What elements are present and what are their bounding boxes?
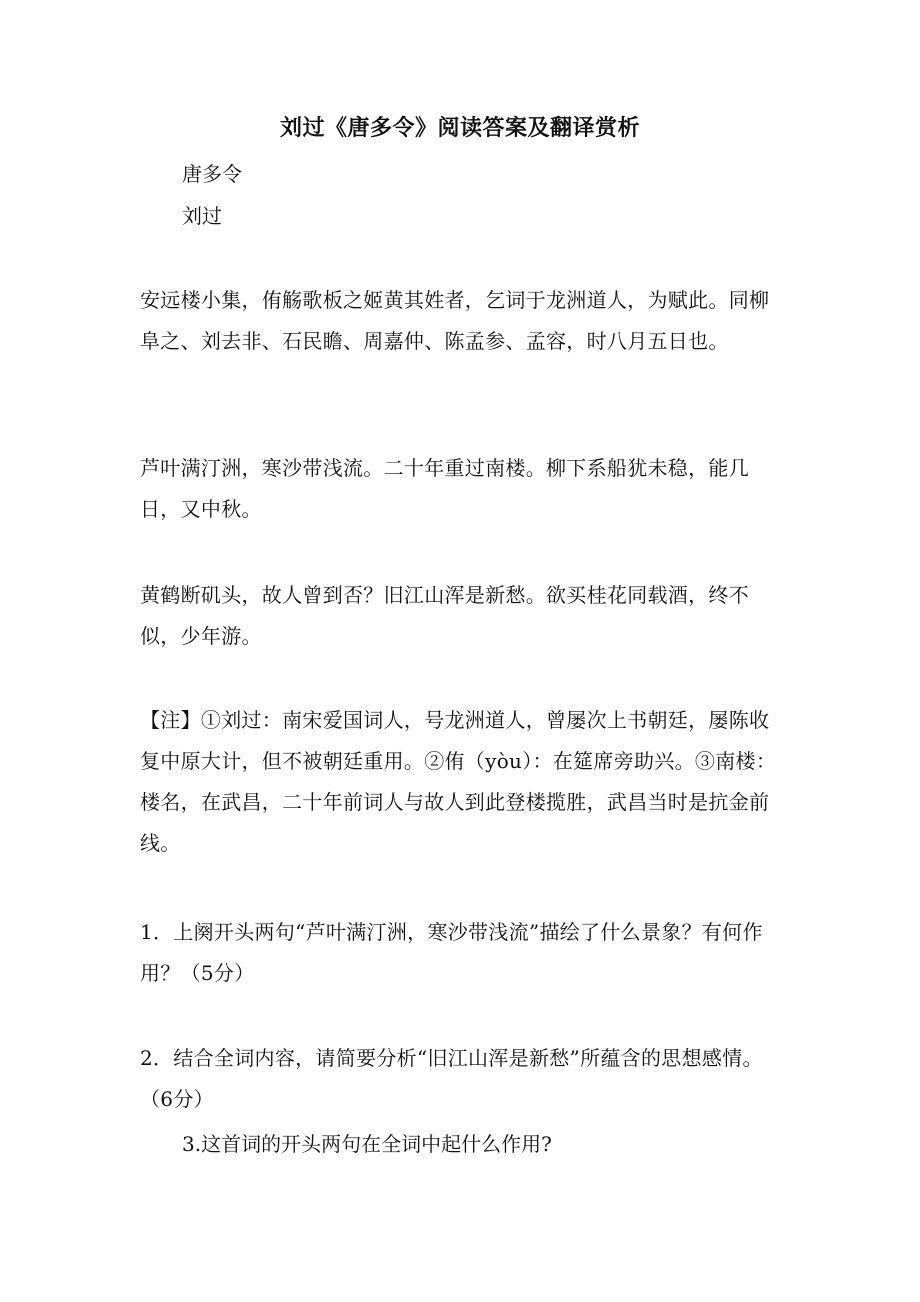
annotation-notes: 【注】①刘过：南宋爱国词人，号龙洲道人，曾屡次上书朝廷，屡陈收复中原大计，但不被朝廷重用。②侑（yòu）：在筵席旁助兴。③南楼：楼名，在武昌，二十年前词人与故人到此登楼揽胜，武昌当时是抗金前线。 <box>140 708 777 855</box>
poem-author: 刘过 <box>182 204 222 228</box>
poem-title: 唐多令 <box>182 162 242 186</box>
document-title: 刘过《唐多令》阅读答案及翻译赏析 <box>279 115 640 141</box>
poem-stanza-1: 芦叶满汀洲，寒沙带浅流。二十年重过南楼。柳下系船犹未稳，能几日，又中秋。 <box>140 456 749 521</box>
question-3: 3.这首词的开头两句在全词中起什么作用? <box>182 1132 552 1156</box>
question-1: 1．上阕开头两句“芦叶满汀洲，寒沙带浅流”描绘了什么景象？有何作用？（5分） <box>140 920 763 985</box>
poem-stanza-2: 黄鹤断矶头，故人曾到否？旧江山浑是新愁。欲买桂花同载酒，终不似，少年游。 <box>140 583 749 648</box>
question-2: 2．结合全词内容，请简要分析“旧江山浑是新愁”所蕴含的思想感情。（6分） <box>140 1046 763 1111</box>
poem-preface: 安远楼小集，侑觞歌板之姬黄其姓者，乞词于龙洲道人，为赋此。同柳阜之、刘去非、石民瞻、周嘉仲、陈孟参、孟容，时八月五日也。 <box>140 288 770 353</box>
